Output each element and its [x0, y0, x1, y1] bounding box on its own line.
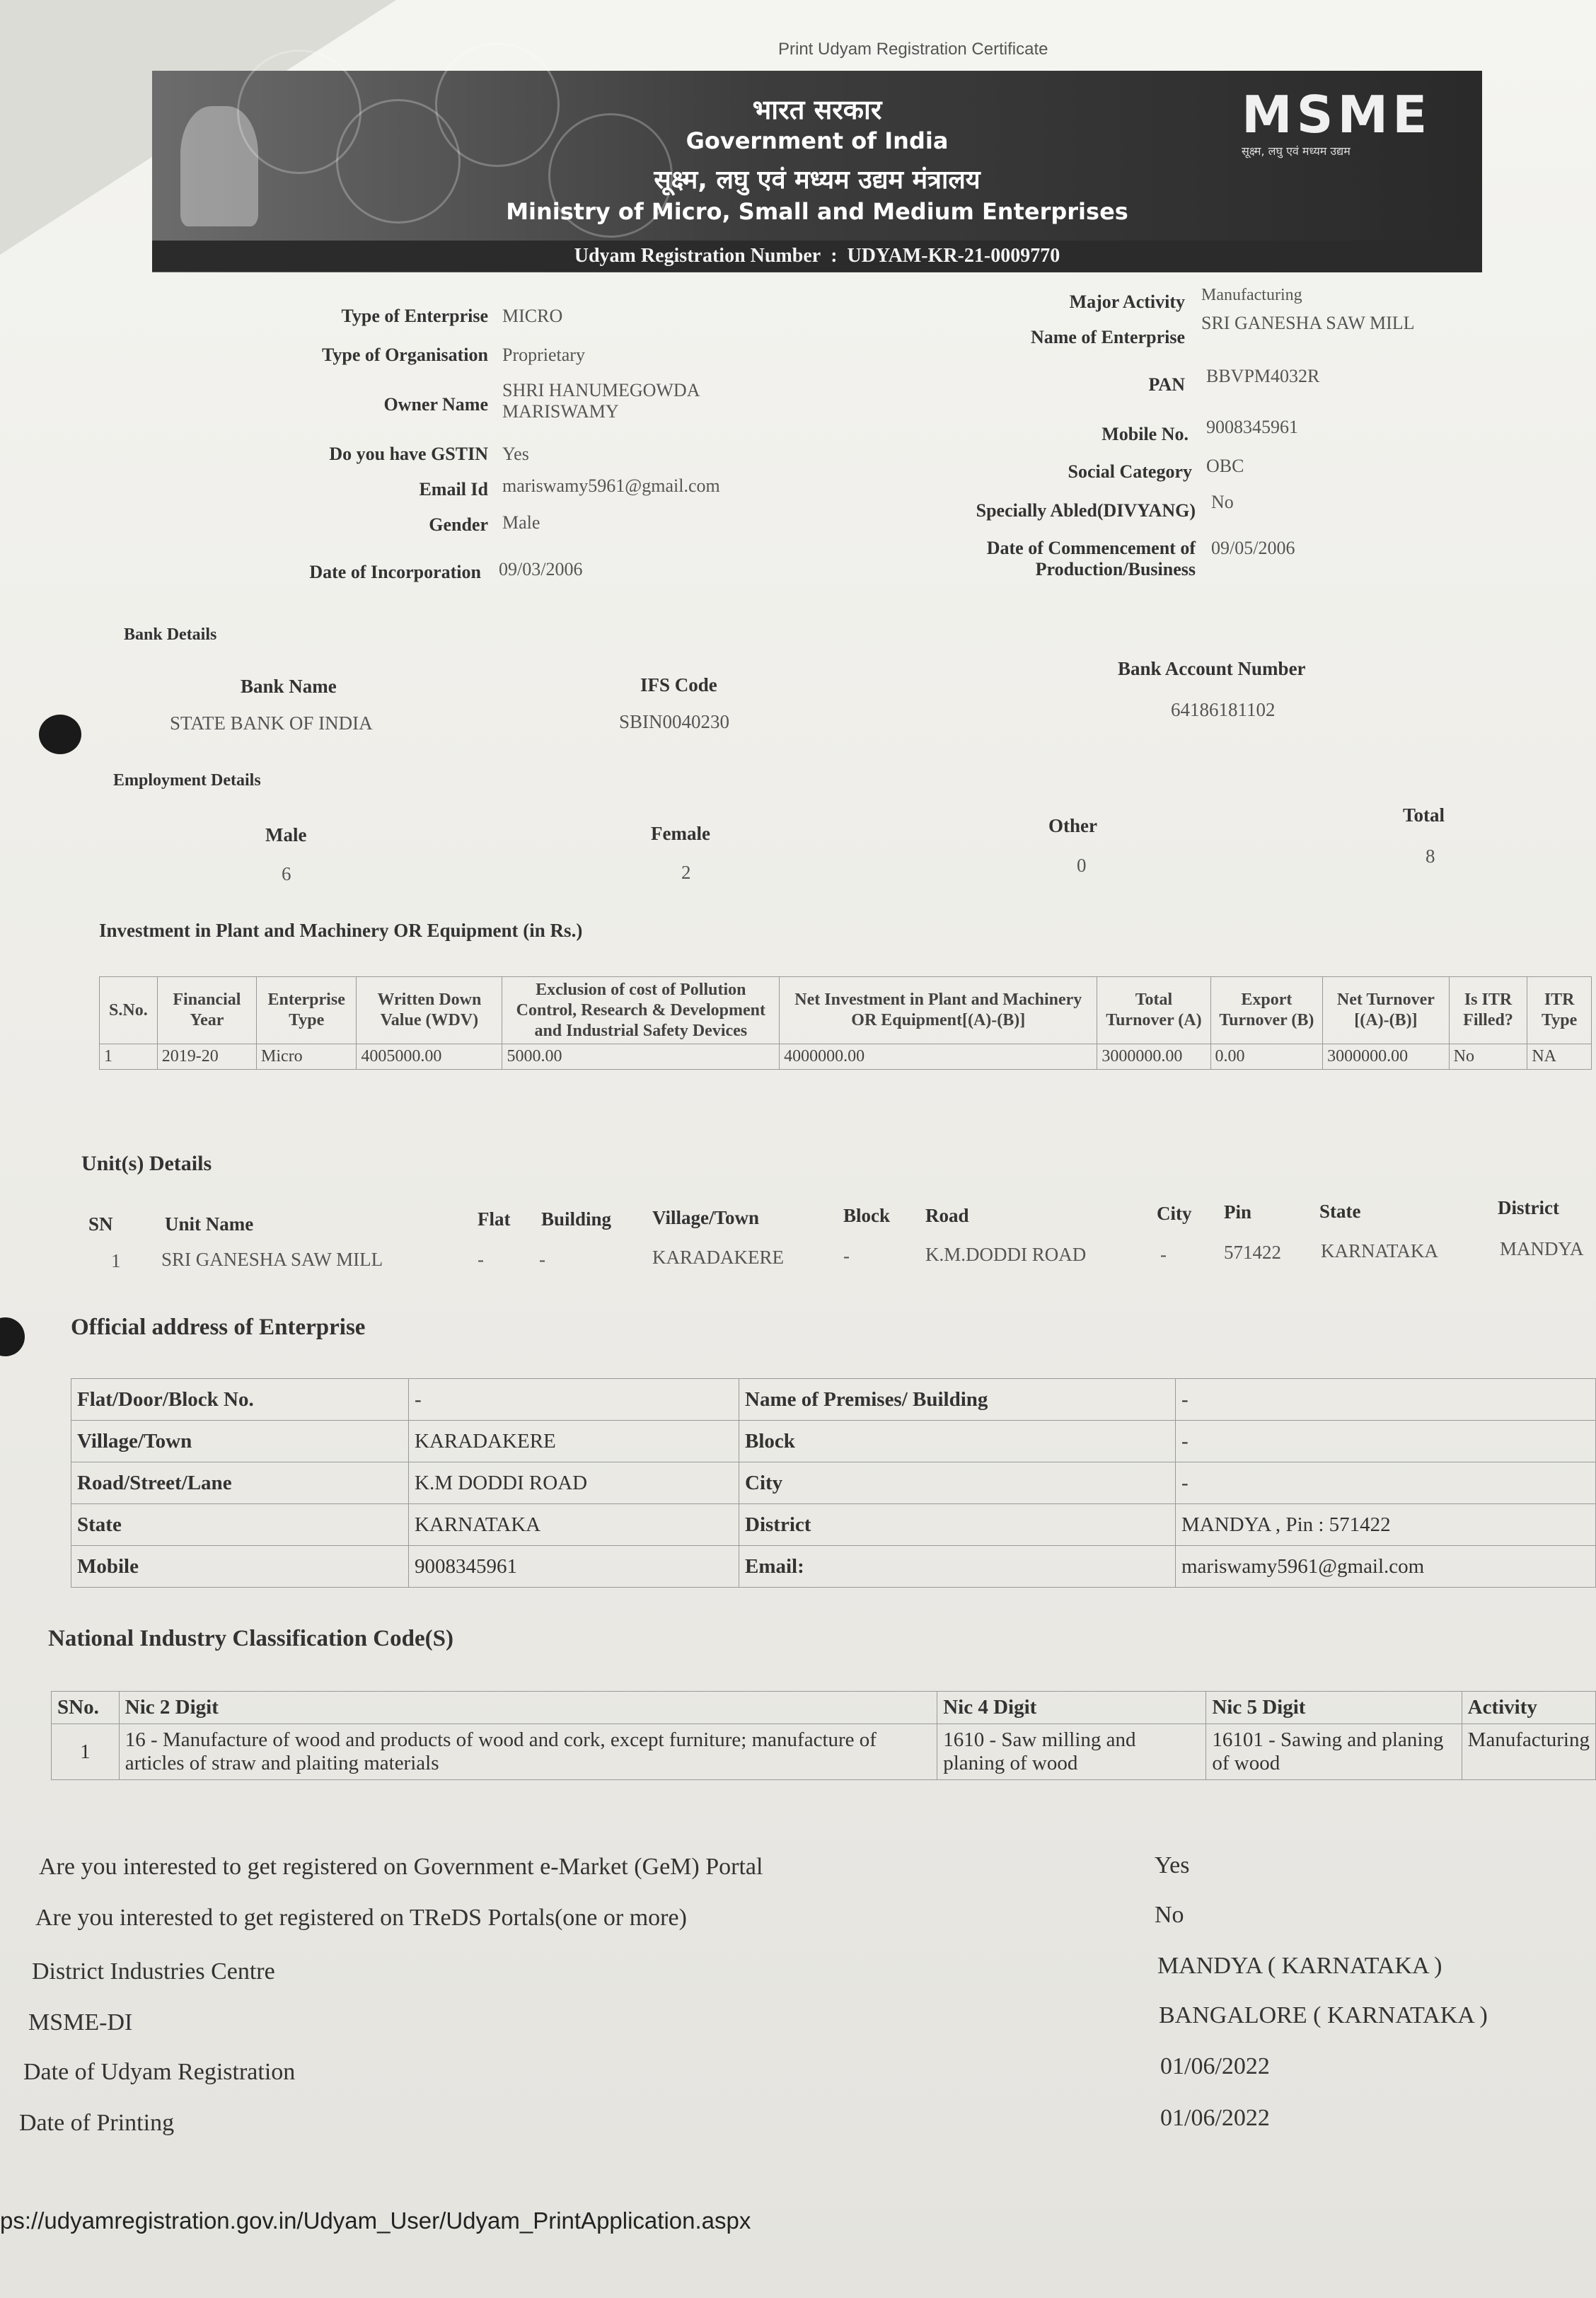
address-value: 9008345961 [409, 1546, 739, 1588]
unit-col-header: State [1319, 1201, 1361, 1222]
cell: 1 [52, 1724, 120, 1780]
print-title: Print Udyam Registration Certificate [778, 40, 1048, 59]
other-count: 0 [1077, 855, 1087, 876]
cell: 0.00 [1210, 1044, 1323, 1070]
table-row [100, 1044, 1592, 1070]
address-value: - [1176, 1421, 1596, 1462]
unit-col-header: Pin [1224, 1201, 1252, 1223]
owner-name-value: SHRI HANUMEGOWDA MARISWAMY [502, 380, 700, 422]
col-header: Nic 5 Digit [1206, 1692, 1462, 1724]
address-key: Block [739, 1421, 1176, 1462]
email-value: mariswamy5961@gmail.com [502, 475, 720, 496]
bank-account-label: Bank Account Number [1118, 658, 1306, 679]
field-label: Type of Organisation [322, 345, 488, 365]
unit-col-header: Building [541, 1208, 612, 1230]
msme-logo-subtext: सूक्ष्म, लघु एवं मध्यम उद्यम [1242, 144, 1351, 158]
col-header: Net Turnover [(A)-(B)] [1323, 977, 1450, 1044]
total-count: 8 [1426, 845, 1435, 867]
cell: 16 - Manufacture of wood and products of wood and cork, except furniture; manufacture of articles of straw and plaiting materials [119, 1724, 937, 1780]
address-key: Name of Premises/ Building [739, 1379, 1176, 1421]
col-header: Export Turnover (B) [1210, 977, 1323, 1044]
address-key: Flat/Door/Block No. [71, 1379, 409, 1421]
address-value: MANDYA , Pin : 571422 [1176, 1504, 1596, 1546]
address-key: City [739, 1462, 1176, 1504]
address-value: KARADAKERE [409, 1421, 739, 1462]
question: Date of Udyam Registration [23, 2059, 296, 2085]
reg-number: UDYAM-KR-21-0009770 [847, 245, 1060, 267]
enterprise-name-value: SRI GANESHA SAW MILL [1201, 313, 1415, 333]
field-label: Date of Incorporation [309, 562, 481, 582]
commencement-date-value: 09/05/2006 [1211, 538, 1295, 558]
nic-heading: National Industry Classification Code(S) [48, 1626, 453, 1651]
address-key: Village/Town [71, 1421, 409, 1462]
govt-of-india: Government of India [686, 127, 949, 154]
table-row [71, 1462, 1596, 1504]
unit-col-header: SN [88, 1213, 113, 1235]
col-header: SNo. [52, 1692, 120, 1724]
field-label: Email Id [419, 479, 488, 500]
male-label: Male [265, 824, 307, 845]
female-label: Female [651, 823, 710, 844]
table-row [71, 1421, 1596, 1462]
ministry-title: Ministry of Micro, Small and Medium Enterprises [506, 198, 1128, 225]
cell: 3000000.00 [1323, 1044, 1450, 1070]
address-value: - [409, 1379, 739, 1421]
col-header: ITR Type [1527, 977, 1592, 1044]
answer: Yes [1155, 1852, 1190, 1878]
cell: 4005000.00 [357, 1044, 502, 1070]
female-count: 2 [681, 862, 691, 883]
col-header: Activity [1462, 1692, 1595, 1724]
field-label: Owner Name [383, 394, 488, 415]
unit-cell: 571422 [1224, 1242, 1281, 1263]
address-key: District [739, 1504, 1176, 1546]
cell: 1610 - Saw milling and planing of wood [937, 1724, 1206, 1780]
table-row [52, 1724, 1596, 1780]
male-count: 6 [282, 863, 291, 884]
investment-heading: Investment in Plant and Machinery OR Equipment (in Rs.) [99, 920, 583, 941]
answer: BANGALORE ( KARNATAKA ) [1159, 2002, 1488, 2028]
employment-details-heading: Employment Details [113, 771, 261, 790]
col-header: Financial Year [157, 977, 256, 1044]
cell: 3000000.00 [1097, 1044, 1210, 1070]
question: District Industries Centre [32, 1958, 275, 1985]
footer-url: ps://udyamregistration.gov.in/Udyam_User/Udyam_PrintApplication.aspx [0, 2207, 751, 2234]
other-label: Other [1048, 815, 1097, 836]
official-address-table [71, 1378, 1596, 1588]
punch-hole [39, 715, 81, 754]
unit-cell: MANDYA [1500, 1238, 1584, 1259]
question: Are you interested to get registered on TReDS Portals(one or more) [35, 1905, 687, 1931]
bank-account-value: 64186181102 [1171, 699, 1276, 720]
cell: 4000000.00 [780, 1044, 1097, 1070]
type-of-enterprise-value: MICRO [502, 306, 563, 326]
unit-cell: - [539, 1249, 545, 1270]
ifs-code-label: IFS Code [640, 674, 717, 695]
address-value: - [1176, 1462, 1596, 1504]
address-key: Road/Street/Lane [71, 1462, 409, 1504]
col-header: Is ITR Filled? [1449, 977, 1527, 1044]
col-header: S.No. [100, 977, 158, 1044]
cell: No [1449, 1044, 1527, 1070]
unit-col-header: Unit Name [165, 1213, 254, 1235]
social-category-value: OBC [1206, 456, 1244, 476]
table-row [71, 1379, 1596, 1421]
cell: 16101 - Sawing and planing of wood [1206, 1724, 1462, 1780]
field-label: PAN [1148, 374, 1185, 395]
answer: 01/06/2022 [1160, 2053, 1270, 2079]
incorporation-date-value: 09/03/2006 [499, 559, 583, 579]
registration-number-bar: Udyam Registration Number : UDYAM-KR-21-0009770 [152, 241, 1482, 272]
pan-value: BBVPM4032R [1206, 366, 1320, 386]
cell: 5000.00 [502, 1044, 780, 1070]
hindi-govt: भारत सरकार [752, 94, 882, 125]
unit-col-header: Road [925, 1205, 969, 1226]
cell: 1 [100, 1044, 158, 1070]
gender-value: Male [502, 512, 540, 533]
type-of-organisation-value: Proprietary [502, 345, 585, 365]
col-header: Nic 4 Digit [937, 1692, 1206, 1724]
total-label: Total [1403, 804, 1445, 826]
col-header: Net Investment in Plant and Machinery OR Equipment[(A)-(B)] [780, 977, 1097, 1044]
field-label: Type of Enterprise [341, 306, 488, 326]
mobile-value: 9008345961 [1206, 417, 1298, 437]
unit-cell: - [843, 1245, 850, 1266]
unit-col-header: Village/Town [652, 1207, 760, 1228]
divyang-value: No [1211, 492, 1234, 512]
unit-cell: SRI GANESHA SAW MILL [161, 1249, 383, 1270]
field-label: Social Category [1068, 461, 1192, 482]
cell: NA [1527, 1044, 1592, 1070]
table-row [71, 1504, 1596, 1546]
question: MSME-DI [28, 2009, 133, 2036]
unit-col-header: Flat [478, 1208, 511, 1230]
field-label: Name of Enterprise [1030, 327, 1185, 347]
unit-cell: KARADAKERE [652, 1247, 784, 1268]
unit-col-header: City [1157, 1203, 1192, 1224]
msme-logo-text: MSME [1242, 85, 1432, 144]
major-activity-value: Manufacturing [1201, 286, 1302, 304]
table-header-row [52, 1692, 1596, 1724]
field-label: Specially Abled(DIVYANG) [976, 500, 1196, 521]
cell: Micro [257, 1044, 357, 1070]
unit-col-header: Block [843, 1205, 891, 1226]
address-value: K.M DODDI ROAD [409, 1462, 739, 1504]
bank-details-heading: Bank Details [124, 625, 217, 644]
col-header: Enterprise Type [257, 977, 357, 1044]
address-value: mariswamy5961@gmail.com [1176, 1546, 1596, 1588]
unit-cell: 1 [111, 1250, 121, 1271]
official-address-heading: Official address of Enterprise [71, 1315, 366, 1340]
col-header: Nic 2 Digit [119, 1692, 937, 1724]
field-label: Mobile No. [1101, 424, 1189, 444]
address-key: Email: [739, 1546, 1176, 1588]
table-header-row [100, 977, 1592, 1044]
field-label: Do you have GSTIN [329, 444, 488, 464]
question: Date of Printing [19, 2110, 175, 2136]
gstin-value: Yes [502, 444, 529, 464]
bank-name-value: STATE BANK OF INDIA [170, 712, 373, 734]
answer: MANDYA ( KARNATAKA ) [1157, 1953, 1442, 1979]
question: Are you interested to get registered on Government e-Market (GeM) Portal [39, 1854, 763, 1880]
address-value: KARNATAKA [409, 1504, 739, 1546]
cell: 2019-20 [157, 1044, 256, 1070]
col-header: Total Turnover (A) [1097, 977, 1210, 1044]
field-label: Gender [429, 514, 488, 535]
answer: No [1155, 1902, 1184, 1928]
cell: Manufacturing [1462, 1724, 1595, 1780]
answer: 01/06/2022 [1160, 2105, 1270, 2131]
address-key: State [71, 1504, 409, 1546]
ifs-code-value: SBIN0040230 [619, 711, 730, 732]
address-key: Mobile [71, 1546, 409, 1588]
col-header: Written Down Value (WDV) [357, 977, 502, 1044]
reg-number-label: Udyam Registration Number [574, 245, 821, 267]
field-label: Major Activity [1069, 291, 1185, 312]
unit-details-heading: Unit(s) Details [81, 1152, 212, 1175]
unit-cell: - [1160, 1244, 1167, 1265]
table-row [71, 1546, 1596, 1588]
bank-name-label: Bank Name [241, 676, 337, 697]
unit-col-header: District [1498, 1197, 1559, 1218]
hindi-ministry: सूक्ष्म, लघु एवं मध्यम उद्यम मंत्रालय [654, 166, 981, 195]
unit-cell: KARNATAKA [1321, 1240, 1438, 1261]
address-value: - [1176, 1379, 1596, 1421]
unit-cell: - [478, 1249, 484, 1270]
unit-cell: K.M.DODDI ROAD [925, 1244, 1087, 1265]
col-header: Exclusion of cost of Pollution Control, Research & Development and Industrial Safety Devices [502, 977, 780, 1044]
nic-table [51, 1691, 1596, 1780]
field-label: Date of Commencement of Production/Business [986, 538, 1196, 579]
msme-logo [1242, 85, 1454, 163]
investment-table [99, 976, 1592, 1070]
